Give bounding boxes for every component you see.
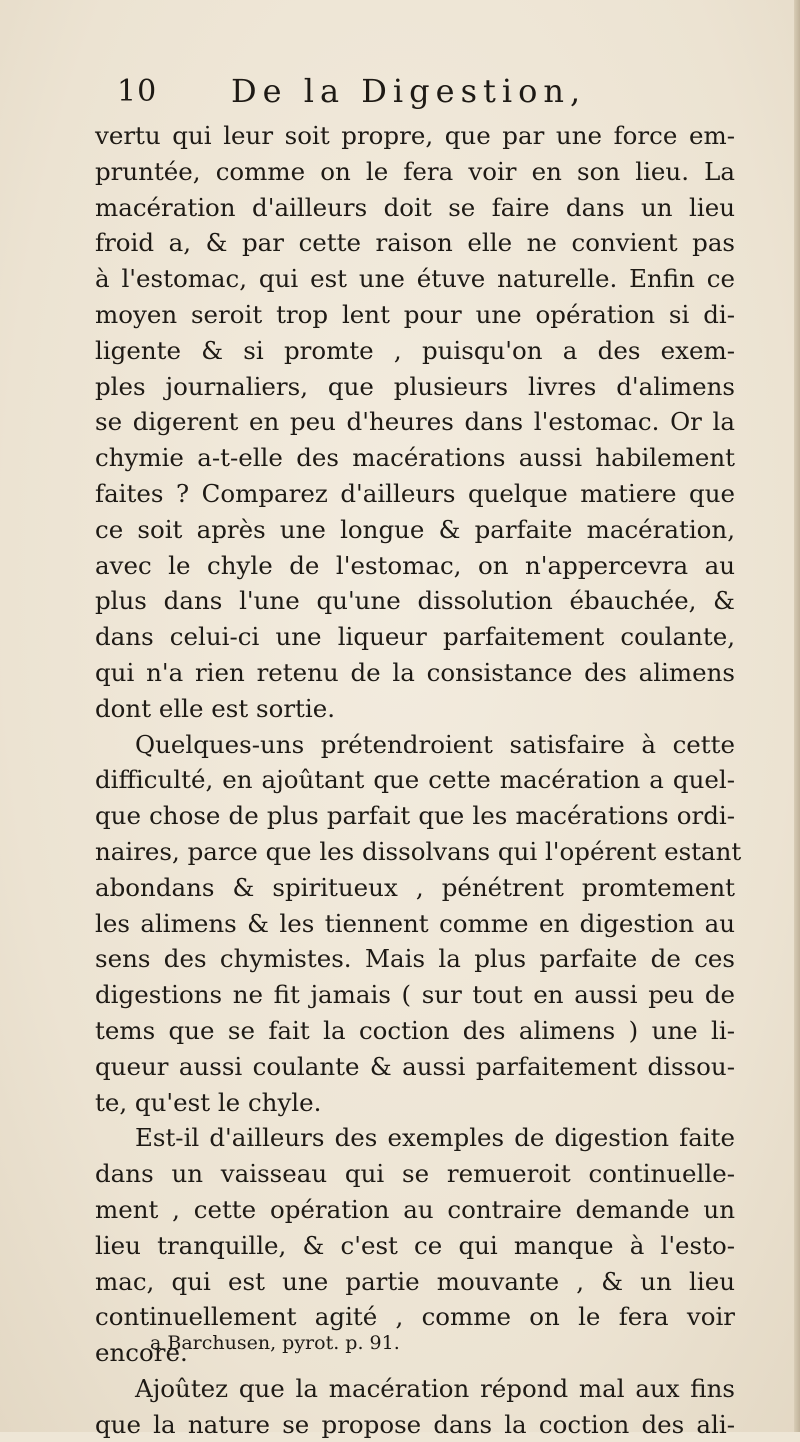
text-line: avec le chyle de l'estomac, on n'appercevra au [95, 550, 735, 580]
running-header [95, 72, 735, 116]
text-line: qui n'a rien retenu de la consistance des alimens [95, 657, 735, 687]
text-line: ment , cette opération au contraire demande un [95, 1194, 735, 1224]
text-line: pruntée, comme on le fera voir en son lieu. La [95, 156, 735, 186]
text-line: moyen seroit trop lent pour une opération si di- [95, 299, 735, 329]
text-line: dans un vaisseau qui se remueroit continuelle- [95, 1159, 735, 1189]
text-line: ligente & si promte , puisqu'on a des exem- [95, 335, 735, 365]
text-line: que la nature se propose dans la coction des ali- [95, 1409, 735, 1439]
text-line: dont elle est sortie. [95, 693, 336, 723]
text-line: à l'estomac, qui est une étuve naturelle. Enfin ce [95, 264, 735, 294]
page-edge [794, 0, 800, 1432]
text-line: digestions ne fit jamais ( sur tout en aussi peu de [95, 980, 735, 1010]
text-line: faites ? Comparez d'ailleurs quelque matiere que [95, 478, 735, 508]
text-line: froid a, & par cette raison elle ne convient pas [95, 228, 735, 258]
text-line: dans celui-ci une liqueur parfaitement coulante, [95, 622, 735, 652]
running-title: De la Digestion, [231, 72, 587, 110]
page-number: 10 [117, 74, 158, 109]
text-line: chymie a-t-elle des macérations aussi habilement [95, 443, 735, 473]
text-line: sens des chymistes. Mais la plus parfaite de ces [95, 944, 735, 974]
text-line: mac, qui est une partie mouvante , & un lieu [95, 1266, 735, 1296]
text-line: Quelques-uns prétendroient satisfaire à cette [135, 729, 735, 759]
text-line: macération d'ailleurs doit se faire dans un lieu [95, 192, 735, 222]
text-line: abondans & spiritueux , pénétrent promtement [95, 872, 735, 902]
text-line: naires, parce que les dissolvans qui l'opérent estant [95, 836, 742, 866]
footnote: a Barchusen, pyrot. p. 91. [150, 1332, 400, 1354]
text-line: lieu tranquille, & c'est ce qui manque à l'esto- [95, 1230, 735, 1260]
text-line: Ajoûtez que la macération répond mal aux fins [135, 1373, 735, 1403]
text-line: tems que se fait la coction des alimens ) une li- [95, 1015, 735, 1045]
body-text [95, 118, 742, 1442]
text-line: Est-il d'ailleurs des exemples de digestion faite [135, 1123, 735, 1153]
text-line: ples journaliers, que plusieurs livres d'alimens [95, 371, 735, 401]
text-line: vertu qui leur soit propre, que par une force em- [95, 121, 735, 150]
text-line: les alimens & les tiennent comme en digestion au [95, 908, 735, 938]
text-line: encore. [95, 1338, 188, 1368]
text-line: difficulté, en ajoûtant que cette macération a quel- [95, 765, 735, 795]
text-line: continuellement agité , comme on le fera voir [95, 1302, 735, 1332]
text-line: que chose de plus parfait que les macérations ordi- [95, 801, 735, 831]
text-line: queur aussi coulante & aussi parfaitement dissou- [95, 1051, 735, 1081]
text-line: ce soit après une longue & parfaite macération, [95, 514, 735, 544]
text-line: te, qu'est le chyle. [95, 1087, 322, 1117]
text-line: se digerent en peu d'heures dans l'estomac. Or la [95, 407, 735, 437]
text-line: plus dans l'une qu'une dissolution ébauchée, & [95, 586, 735, 616]
